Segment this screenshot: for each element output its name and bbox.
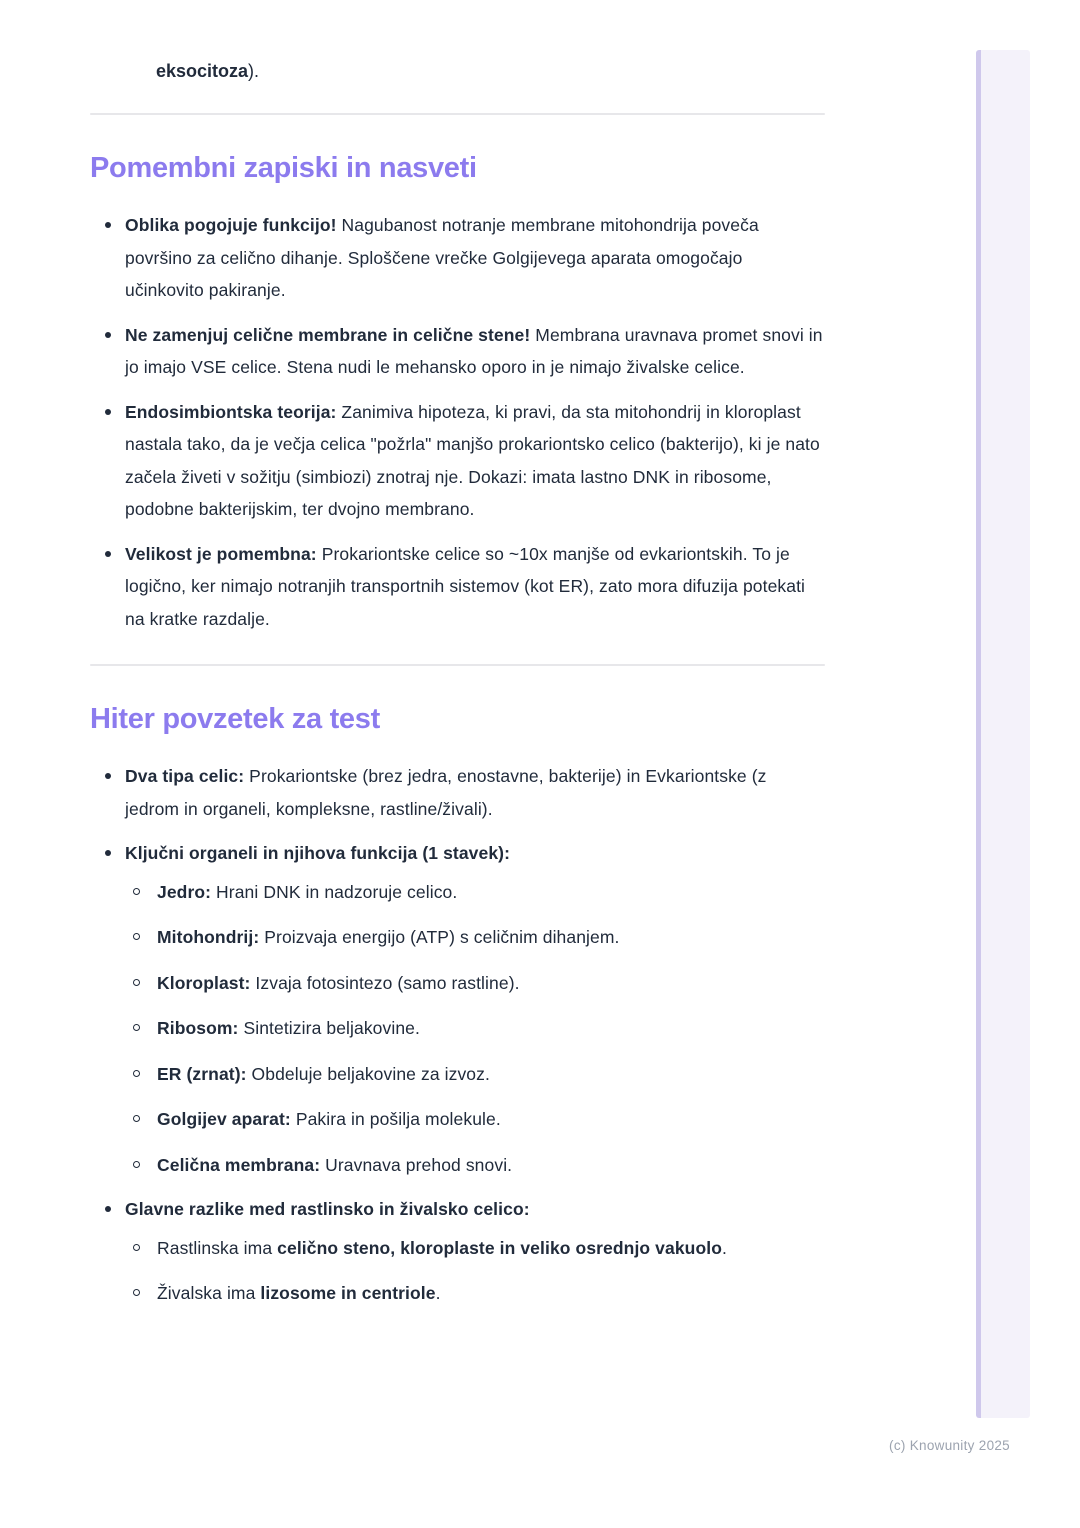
item-text [125, 760, 825, 825]
sub-list-item [125, 1149, 825, 1182]
sub-bullet-list [125, 876, 825, 1182]
item-text-segment: . [722, 1237, 727, 1258]
item-text-segment: celično steno, kloroplaste in veliko osrednjo vakuolo [277, 1237, 723, 1258]
circle-bullet-icon [133, 1070, 140, 1077]
sub-bullet-list [125, 1232, 825, 1310]
bullet-icon [105, 332, 111, 338]
circle-bullet-icon [133, 1161, 140, 1168]
item-text [125, 319, 825, 384]
item-text-segment: Glavne razlike med rastlinsko in živalsko celico: [125, 1199, 530, 1219]
item-text-segment: Kloroplast: [157, 972, 251, 993]
list-item [90, 209, 825, 307]
item-text-segment: Jedro: [157, 881, 212, 902]
bullet-list [90, 760, 825, 1310]
sub-list-item [125, 1232, 825, 1265]
continuation-rest-text: ). [248, 61, 260, 81]
sub-item-text [157, 876, 825, 909]
item-text-segment: Dva tipa celic: [125, 766, 245, 786]
list-item [90, 319, 825, 384]
item-text-segment: Velikost je pomembna: [125, 543, 317, 564]
sub-item-text [157, 1103, 825, 1136]
item-text [125, 396, 825, 526]
item-text-segment: Uravnava prehod snovi. [320, 1154, 513, 1175]
item-text-segment: Membrana uravnava promet snovi in jo imajo VSE celice. Stena nudi le mehansko oporo in je nimajo živalske celice. [125, 324, 823, 377]
circle-bullet-icon [133, 979, 140, 986]
item-text-segment: Zanimiva hipoteza, ki pravi, da sta mitohondrij in kloroplast nastala tako, da je večja celica "požrla" manjšo prokariontsko celico (bakterijo), ki je nato začela živeti v sožitju (simbiozi) znotraj nje. Dokazi: imata lastno DNK in ribosome, podobne bakterijskim, ter dvojno membrano. [125, 401, 820, 519]
section-divider [90, 664, 825, 666]
item-text [125, 837, 825, 870]
circle-bullet-icon [133, 1024, 140, 1031]
sub-item-text [157, 1058, 825, 1091]
circle-bullet-icon [133, 1115, 140, 1122]
sub-item-text [157, 967, 825, 1000]
item-text-segment: Pakira in pošilja molekule. [290, 1109, 501, 1129]
continuation-bold-text: eksocitoza [156, 61, 249, 81]
circle-bullet-icon [133, 888, 140, 895]
sub-list-item [125, 1277, 825, 1310]
item-text-segment: Izvaja fotosintezo (samo rastline). [250, 972, 520, 993]
item-text-segment: Prokariontske celice so ~10x manjše od evkariontskih. To je logično, ker nimajo notranjih transportnih sistemov (kot ER), zato mora difuzija potekati na kratke razdalje. [125, 543, 806, 629]
continuation-line [156, 58, 825, 84]
bullet-icon [105, 222, 111, 228]
notes-document [90, 0, 825, 1310]
side-accent-bar [976, 50, 1030, 1418]
item-text-segment: Mitohondrij: [157, 927, 260, 947]
item-text-segment: Endosimbiontska teorija: [125, 401, 337, 422]
list-item [90, 396, 825, 526]
item-text-segment: Rastlinska ima [157, 1237, 278, 1258]
bullet-icon [105, 551, 111, 557]
section-title: Pomembni zapiski in nasveti [90, 152, 477, 184]
item-text-segment: Ribosom: [157, 1018, 239, 1038]
sub-item-text [157, 1277, 825, 1310]
sub-item-text [157, 1149, 825, 1182]
bullet-icon [105, 409, 111, 415]
item-text-segment: Celična membrana: [157, 1154, 321, 1175]
sub-list-item [125, 1058, 825, 1091]
sub-list-item [125, 1103, 825, 1136]
item-text-segment: lizosome in centriole [260, 1283, 436, 1303]
item-text [125, 1193, 825, 1226]
item-text-segment: Živalska ima [157, 1283, 261, 1303]
list-item [90, 1193, 825, 1310]
copyright-text: (c) Knowunity 2025 [889, 1438, 1010, 1453]
circle-bullet-icon [133, 933, 140, 940]
item-text-segment: Prokariontske (brez jedra, enostavne, bakterije) in Evkariontske (z jedrom in organeli, kompleksne, rastline/živali). [125, 766, 767, 819]
item-text [125, 209, 825, 307]
sub-list-item [125, 967, 825, 1000]
sections-container [90, 113, 825, 1310]
item-text-segment: Sintetizira beljakovine. [238, 1018, 420, 1038]
list-item [90, 837, 825, 1181]
sub-list-item [125, 876, 825, 909]
item-text-segment: ER (zrnat): [157, 1063, 247, 1084]
bullet-icon [105, 850, 111, 856]
item-text-segment: Hrani DNK in nadzoruje celico. [211, 881, 458, 902]
bullet-icon [105, 1206, 111, 1212]
list-item [90, 538, 825, 636]
circle-bullet-icon [133, 1244, 140, 1251]
item-text-segment: Obdeluje beljakovine za izvoz. [246, 1063, 490, 1084]
section-divider [90, 113, 825, 115]
sub-item-text [157, 921, 825, 954]
item-text-segment: Oblika pogojuje funkcijo! [125, 215, 337, 235]
list-item [90, 760, 825, 825]
item-text-segment: . [435, 1283, 441, 1303]
item-text-segment: Ključni organeli in njihova funkcija (1 stavek): [125, 843, 511, 863]
bullet-list [90, 209, 825, 635]
sub-item-text [157, 1012, 825, 1045]
bullet-icon [105, 773, 111, 779]
section-title: Hiter povzetek za test [90, 703, 380, 735]
item-text [125, 538, 825, 636]
sub-list-item [125, 1012, 825, 1045]
sub-item-text [157, 1232, 825, 1265]
item-text-segment: Proizvaja energijo (ATP) s celičnim dihanjem. [259, 927, 620, 947]
sub-list-item [125, 921, 825, 954]
circle-bullet-icon [133, 1289, 140, 1296]
item-text-segment: Nagubanost notranje membrane mitohondrija poveča površino za celično dihanje. Sploščene vrečke Golgijevega aparata omogočajo učinkovito pakiranje. [125, 215, 759, 300]
item-text-segment: Ne zamenjuj celične membrane in celične stene! [125, 324, 531, 345]
item-text-segment: Golgijev aparat: [157, 1109, 291, 1129]
